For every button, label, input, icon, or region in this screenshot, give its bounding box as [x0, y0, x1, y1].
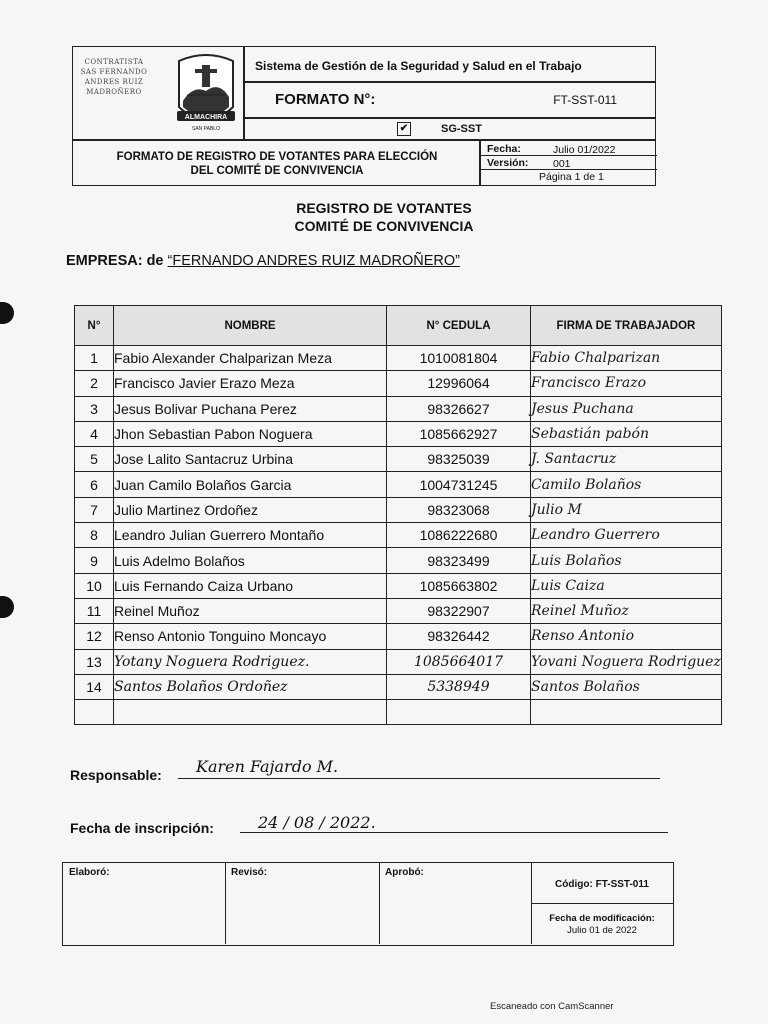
table-row [75, 674, 722, 699]
row-cedula: 1004731245 [387, 472, 531, 497]
registro-title-line1: REGISTRO DE VOTANTES [296, 200, 472, 216]
responsable-label: Responsable: [70, 767, 162, 783]
fecha-mod-label: Fecha de modificación: [549, 913, 655, 924]
row-cedula: 5338949 [387, 674, 531, 699]
row-number: 7 [75, 497, 114, 522]
fecha-inscripcion-label: Fecha de inscripción: [70, 820, 214, 836]
table-row [75, 649, 722, 674]
table-row [75, 497, 722, 522]
row-nombre: Fabio Alexander Chalparizan Meza [114, 346, 387, 371]
checkbox-checked-icon: ✔ [397, 122, 411, 136]
document-meta-cell [480, 140, 656, 186]
reviso-cell [225, 863, 380, 944]
row-number: 5 [75, 447, 114, 472]
row-cedula: 98322907 [387, 598, 531, 623]
row-firma: Sebastián pabón [531, 421, 722, 446]
binder-hole [0, 302, 14, 324]
row-cedula: 98326442 [387, 624, 531, 649]
row-cedula: 1010081804 [387, 346, 531, 371]
row-nombre: Santos Bolaños Ordoñez [114, 674, 387, 699]
almachira-logo-icon [173, 51, 239, 135]
row-firma: Jesus Puchana [531, 396, 722, 421]
votantes-table [74, 305, 722, 725]
row-cedula [387, 700, 531, 725]
logo-cell [72, 46, 244, 140]
row-number: 1 [75, 346, 114, 371]
row-cedula: 1085664017 [387, 649, 531, 674]
row-number: 13 [75, 649, 114, 674]
row-firma: Leandro Guerrero [531, 523, 722, 548]
row-nombre: Luis Fernando Caiza Urbano [114, 573, 387, 598]
table-header-row [75, 306, 722, 346]
table-row [75, 700, 722, 725]
row-firma: Renso Antonio [531, 624, 722, 649]
row-number [75, 700, 114, 725]
elaboro-cell [63, 863, 226, 944]
company-logo-text: CONTRATISTA SAS FERNANDO ANDRES RUIZ MADROÑERO [80, 58, 148, 96]
row-firma: Francisco Erazo [531, 371, 722, 396]
row-nombre [114, 700, 387, 725]
row-firma: Reinel Muñoz [531, 598, 722, 623]
row-cedula: 98323499 [387, 548, 531, 573]
system-title-cell [244, 46, 656, 82]
row-number: 2 [75, 371, 114, 396]
empresa-label: EMPRESA: de [66, 253, 168, 269]
row-cedula: 1085662927 [387, 421, 531, 446]
table-row [75, 472, 722, 497]
binder-hole [0, 596, 14, 618]
fecha-inscripcion-value: 24 / 08 / 2022. [258, 813, 376, 832]
document-title-line2: DEL COMITÉ DE CONVIVENCIA [190, 165, 364, 177]
row-number: 6 [75, 472, 114, 497]
row-number: 9 [75, 548, 114, 573]
row-cedula: 12996064 [387, 371, 531, 396]
aprobo-label: Aprobó: [385, 867, 424, 878]
header-nombre: NOMBRE [114, 306, 387, 346]
version-label: Versión: [487, 157, 529, 169]
document-title-line1: FORMATO DE REGISTRO DE VOTANTES PARA ELECCIÓN [116, 151, 438, 163]
formato-code: FT-SST-011 [553, 93, 617, 107]
row-firma: Luis Caiza [531, 573, 722, 598]
fecha-value: Julio 01/2022 [553, 144, 616, 156]
table-row [75, 447, 722, 472]
system-title: Sistema de Gestión de la Seguridad y Salud en el Trabajo [255, 59, 582, 73]
row-number: 12 [75, 624, 114, 649]
formato-label: FORMATO N°: [275, 91, 376, 108]
row-number: 4 [75, 421, 114, 446]
document-header [72, 46, 656, 186]
table-row [75, 346, 722, 371]
version-value: 001 [553, 158, 571, 170]
row-cedula: 98326627 [387, 396, 531, 421]
row-firma [531, 700, 722, 725]
table-row [75, 573, 722, 598]
sg-sst-label: SG-SST [441, 123, 482, 135]
row-number: 11 [75, 598, 114, 623]
logo-badge-sub: SAN PABLO [192, 126, 220, 132]
header-cedula: N° CEDULA [387, 306, 531, 346]
row-nombre: Luis Adelmo Bolaños [114, 548, 387, 573]
table-row [75, 624, 722, 649]
elaboro-label: Elaboró: [69, 867, 110, 878]
reviso-label: Revisó: [231, 867, 268, 878]
row-number: 3 [75, 396, 114, 421]
scanner-watermark: Escaneado con CamScanner [490, 1001, 614, 1012]
row-nombre: Reinel Muñoz [114, 598, 387, 623]
row-nombre: Julio Martinez Ordoñez [114, 497, 387, 522]
row-cedula: 98325039 [387, 447, 531, 472]
row-cedula: 98323068 [387, 497, 531, 522]
row-nombre: Juan Camilo Bolaños Garcia [114, 472, 387, 497]
fecha-label: Fecha: [487, 143, 521, 155]
registro-title-line2: COMITÉ DE CONVIVENCIA [294, 218, 474, 234]
row-nombre: Leandro Julian Guerrero Montaño [114, 523, 387, 548]
empresa-line [66, 253, 460, 269]
row-cedula: 1085663802 [387, 573, 531, 598]
table-row [75, 548, 722, 573]
table-row [75, 396, 722, 421]
formato-cell [244, 82, 656, 118]
approval-footer [62, 862, 674, 946]
fecha-mod-value: Julio 01 de 2022 [567, 925, 637, 936]
logo-badge-label: ALMACHIRA [184, 114, 228, 121]
document-title [73, 150, 481, 178]
row-firma: Camilo Bolaños [531, 472, 722, 497]
row-number: 10 [75, 573, 114, 598]
table-row [75, 371, 722, 396]
empresa-name: “FERNANDO ANDRES RUIZ MADROÑERO” [167, 253, 460, 269]
row-firma: J. Santacruz [531, 447, 722, 472]
document-title-cell [72, 140, 480, 186]
row-cedula: 1086222680 [387, 523, 531, 548]
table-row [75, 598, 722, 623]
row-nombre: Francisco Javier Erazo Meza [114, 371, 387, 396]
row-nombre: Yotany Noguera Rodriguez. [114, 649, 387, 674]
sg-sst-cell [244, 118, 656, 140]
row-nombre: Renso Antonio Tonguino Moncayo [114, 624, 387, 649]
row-firma: Luis Bolaños [531, 548, 722, 573]
row-firma: Fabio Chalparizan [531, 346, 722, 371]
table-row [75, 523, 722, 548]
row-firma: Julio M [531, 497, 722, 522]
table-row [75, 421, 722, 446]
responsable-value: Karen Fajardo M. [196, 757, 339, 776]
row-firma: Santos Bolaños [531, 674, 722, 699]
aprobo-cell [379, 863, 532, 944]
row-nombre: Jhon Sebastian Pabon Noguera [114, 421, 387, 446]
pagina-label: Página 1 de 1 [539, 171, 604, 183]
row-nombre: Jose Lalito Santacruz Urbina [114, 447, 387, 472]
header-firma: FIRMA DE TRABAJADOR [531, 306, 722, 346]
row-firma: Yovani Noguera Rodriguez [531, 649, 722, 674]
footer-codigo: Código: FT-SST-011 [555, 879, 649, 890]
row-nombre: Jesus Bolivar Puchana Perez [114, 396, 387, 421]
header-n: N° [75, 306, 114, 346]
row-number: 14 [75, 674, 114, 699]
footer-fecha-modificacion [531, 913, 673, 937]
row-number: 8 [75, 523, 114, 548]
